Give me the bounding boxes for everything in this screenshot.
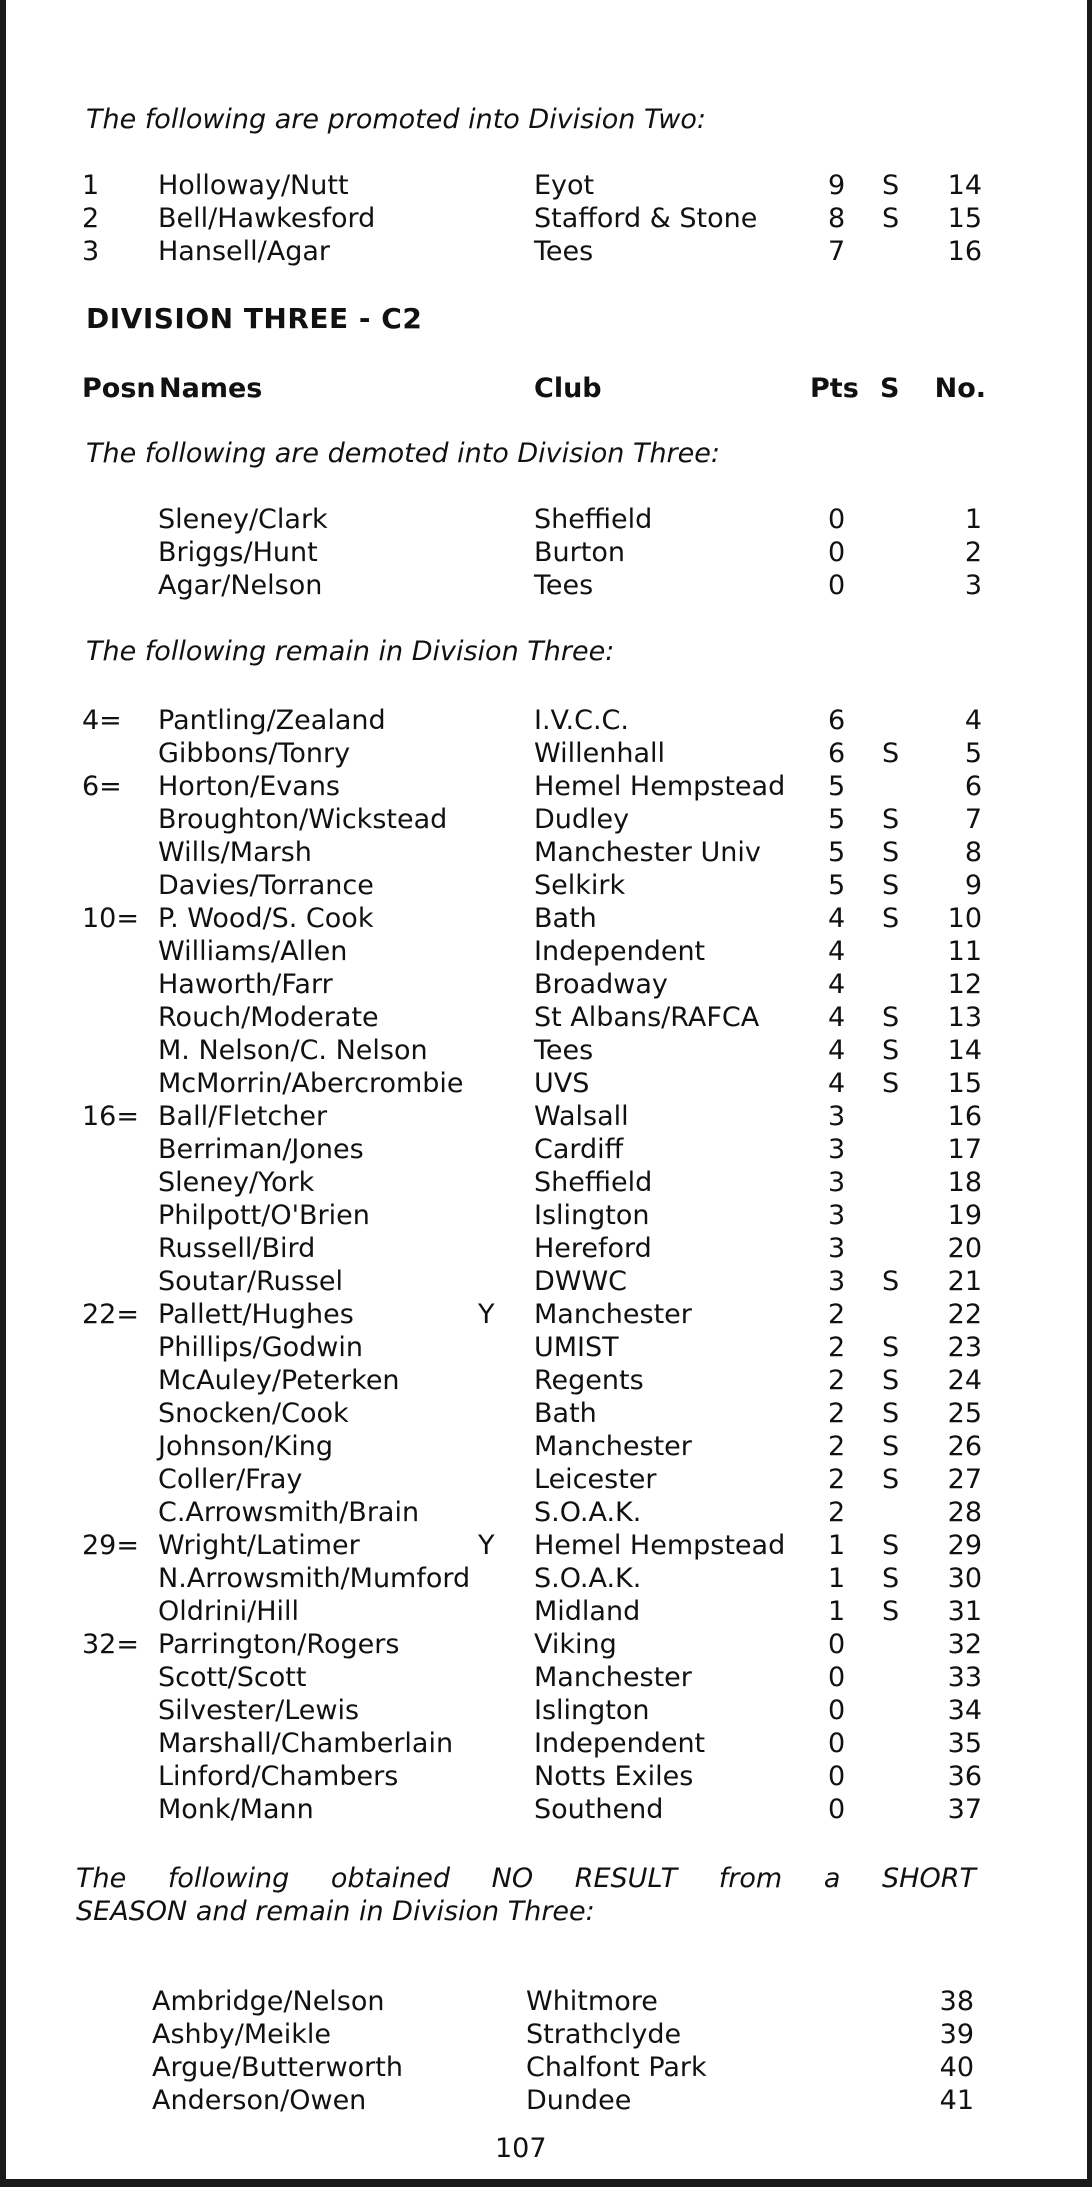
- no-cell: 19: [947, 1200, 982, 1231]
- pts-cell: 0: [828, 537, 846, 568]
- names-cell: Linford/Chambers: [158, 1761, 399, 1792]
- posn-cell: 2: [82, 203, 100, 234]
- names-cell: Sleney/York: [158, 1167, 315, 1198]
- names-cell: M. Nelson/C. Nelson: [158, 1035, 428, 1066]
- names-cell: Ball/Fletcher: [158, 1101, 328, 1132]
- table-row: [0, 1101, 1092, 1133]
- no-cell: 34: [947, 1695, 982, 1726]
- pts-cell: 1: [828, 1563, 846, 1594]
- header-posn: Posn: [82, 373, 156, 404]
- names-cell: Ambridge/Nelson: [152, 1986, 385, 2017]
- club-cell: Notts Exiles: [534, 1761, 694, 1792]
- names-cell: Agar/Nelson: [158, 570, 323, 601]
- promoted-heading: The following are promoted into Division Two:: [86, 104, 706, 135]
- club-cell: St Albans/RAFCA: [534, 1002, 760, 1033]
- no-cell: 25: [947, 1398, 982, 1429]
- club-cell: Strathclyde: [526, 2019, 682, 2050]
- header-pts: Pts: [810, 373, 859, 404]
- posn-cell: 16=: [82, 1101, 139, 1132]
- posn-cell: 10=: [82, 903, 139, 934]
- no-cell: 12: [947, 969, 982, 1000]
- no-cell: 1: [964, 504, 982, 535]
- no-cell: 11: [947, 936, 982, 967]
- table-row: [0, 504, 1092, 536]
- club-cell: Hemel Hempstead: [534, 1530, 786, 1561]
- s-mark-cell: S: [882, 1431, 900, 1462]
- table-row: [0, 537, 1092, 569]
- pts-cell: 2: [828, 1497, 846, 1528]
- names-cell: Rouch/Moderate: [158, 1002, 379, 1033]
- table-row: [0, 2085, 1092, 2117]
- names-cell: Coller/Fray: [158, 1464, 303, 1495]
- pts-cell: 4: [828, 903, 846, 934]
- pts-cell: 0: [828, 1695, 846, 1726]
- table-row: [0, 2052, 1092, 2084]
- note-word: obtained: [330, 1863, 451, 1894]
- s-mark-cell: S: [882, 738, 900, 769]
- names-cell: Wills/Marsh: [158, 837, 312, 868]
- names-cell: C.Arrowsmith/Brain: [158, 1497, 420, 1528]
- club-cell: Dundee: [526, 2085, 632, 2116]
- club-cell: Chalfont Park: [526, 2052, 707, 2083]
- club-cell: UVS: [534, 1068, 590, 1099]
- y-mark-cell: Y: [478, 1299, 495, 1330]
- short-season-note-line2: SEASON and remain in Division Three:: [76, 1896, 595, 1927]
- table-row: [0, 1662, 1092, 1694]
- club-cell: Cardiff: [534, 1134, 624, 1165]
- s-mark-cell: S: [882, 804, 900, 835]
- names-cell: Sleney/Clark: [158, 504, 328, 535]
- pts-cell: 8: [828, 203, 846, 234]
- names-cell: McAuley/Peterken: [158, 1365, 400, 1396]
- no-cell: 16: [947, 236, 982, 267]
- pts-cell: 1: [828, 1530, 846, 1561]
- no-cell: 5: [964, 738, 982, 769]
- no-cell: 17: [947, 1134, 982, 1165]
- club-cell: Tees: [534, 1035, 594, 1066]
- pts-cell: 0: [828, 570, 846, 601]
- s-mark-cell: S: [882, 1398, 900, 1429]
- club-cell: Bath: [534, 1398, 597, 1429]
- pts-cell: 5: [828, 870, 846, 901]
- s-mark-cell: S: [882, 1002, 900, 1033]
- club-cell: Walsall: [534, 1101, 629, 1132]
- posn-cell: 6=: [82, 771, 122, 802]
- club-cell: Tees: [534, 570, 594, 601]
- names-cell: Haworth/Farr: [158, 969, 333, 1000]
- names-cell: Horton/Evans: [158, 771, 340, 802]
- table-row: [0, 1299, 1092, 1331]
- table-row: [0, 1695, 1092, 1727]
- note-word: SHORT: [882, 1863, 976, 1894]
- pts-cell: 5: [828, 804, 846, 835]
- names-cell: Philpott/O'Brien: [158, 1200, 370, 1231]
- table-row: [0, 1398, 1092, 1430]
- pts-cell: 3: [828, 1101, 846, 1132]
- club-cell: DWWC: [534, 1266, 628, 1297]
- no-cell: 40: [939, 2052, 974, 2083]
- pts-cell: 0: [828, 1629, 846, 1660]
- names-cell: Marshall/Chamberlain: [158, 1728, 454, 1759]
- names-cell: Parrington/Rogers: [158, 1629, 400, 1660]
- table-row: [0, 1332, 1092, 1364]
- pts-cell: 0: [828, 1662, 846, 1693]
- no-cell: 35: [947, 1728, 982, 1759]
- table-row: [0, 870, 1092, 902]
- names-cell: Pantling/Zealand: [158, 705, 386, 736]
- names-cell: N.Arrowsmith/Mumford: [158, 1563, 471, 1594]
- pts-cell: 3: [828, 1167, 846, 1198]
- club-cell: Regents: [534, 1365, 644, 1396]
- demoted-heading: The following are demoted into Division Three:: [86, 438, 720, 469]
- names-cell: P. Wood/S. Cook: [158, 903, 374, 934]
- club-cell: Southend: [534, 1794, 664, 1825]
- club-cell: S.O.A.K.: [534, 1563, 642, 1594]
- pts-cell: 3: [828, 1134, 846, 1165]
- pts-cell: 2: [828, 1464, 846, 1495]
- names-cell: Silvester/Lewis: [158, 1695, 360, 1726]
- table-row: [0, 1596, 1092, 1628]
- names-cell: Gibbons/Tonry: [158, 738, 351, 769]
- short-season-note: [76, 1862, 976, 1928]
- names-cell: Anderson/Owen: [152, 2085, 367, 2116]
- club-cell: Stafford & Stone: [534, 203, 758, 234]
- no-cell: 26: [947, 1431, 982, 1462]
- note-word: The: [76, 1863, 127, 1894]
- club-cell: Midland: [534, 1596, 641, 1627]
- table-row: [0, 570, 1092, 602]
- posn-cell: 29=: [82, 1530, 139, 1561]
- club-cell: I.V.C.C.: [534, 705, 629, 736]
- pts-cell: 0: [828, 504, 846, 535]
- club-cell: Hereford: [534, 1233, 652, 1264]
- club-cell: Sheffield: [534, 1167, 653, 1198]
- note-word: RESULT: [574, 1863, 678, 1894]
- pts-cell: 2: [828, 1365, 846, 1396]
- table-row: [0, 1986, 1092, 2018]
- no-cell: 10: [947, 903, 982, 934]
- y-mark-cell: Y: [478, 1530, 495, 1561]
- club-cell: Burton: [534, 537, 625, 568]
- names-cell: Holloway/Nutt: [158, 170, 349, 201]
- no-cell: 2: [964, 537, 982, 568]
- no-cell: 22: [947, 1299, 982, 1330]
- club-cell: Manchester: [534, 1299, 692, 1330]
- no-cell: 30: [947, 1563, 982, 1594]
- names-cell: Phillips/Godwin: [158, 1332, 363, 1363]
- s-mark-cell: S: [882, 1464, 900, 1495]
- table-row: [0, 837, 1092, 869]
- pts-cell: 4: [828, 1002, 846, 1033]
- pts-cell: 0: [828, 1728, 846, 1759]
- club-cell: Independent: [534, 936, 706, 967]
- table-row: [0, 1068, 1092, 1100]
- note-word: a: [823, 1863, 841, 1894]
- posn-cell: 3: [82, 236, 100, 267]
- no-cell: 31: [947, 1596, 982, 1627]
- pts-cell: 7: [828, 236, 846, 267]
- s-mark-cell: S: [882, 1530, 900, 1561]
- table-row: [0, 1629, 1092, 1661]
- s-mark-cell: S: [882, 870, 900, 901]
- table-row: [0, 969, 1092, 1001]
- names-cell: Ashby/Meikle: [152, 2019, 332, 2050]
- page-number: 107: [495, 2133, 547, 2164]
- pts-cell: 6: [828, 738, 846, 769]
- s-mark-cell: S: [882, 1365, 900, 1396]
- pts-cell: 4: [828, 1068, 846, 1099]
- club-cell: Selkirk: [534, 870, 626, 901]
- division-title: DIVISION THREE - C2: [86, 302, 423, 335]
- table-row: [0, 170, 1092, 202]
- posn-cell: 4=: [82, 705, 122, 736]
- no-cell: 4: [964, 705, 982, 736]
- column-header-row: [0, 373, 1092, 405]
- pts-cell: 1: [828, 1596, 846, 1627]
- table-row: [0, 1728, 1092, 1760]
- pts-cell: 6: [828, 705, 846, 736]
- pts-cell: 3: [828, 1200, 846, 1231]
- note-word: NO: [491, 1863, 534, 1894]
- no-cell: 9: [964, 870, 982, 901]
- club-cell: Islington: [534, 1200, 650, 1231]
- club-cell: Islington: [534, 1695, 650, 1726]
- no-cell: 8: [964, 837, 982, 868]
- table-row: [0, 1167, 1092, 1199]
- no-cell: 3: [964, 570, 982, 601]
- no-cell: 24: [947, 1365, 982, 1396]
- table-row: [0, 1233, 1092, 1265]
- club-cell: UMIST: [534, 1332, 619, 1363]
- club-cell: Manchester: [534, 1662, 692, 1693]
- names-cell: Russell/Bird: [158, 1233, 316, 1264]
- club-cell: Broadway: [534, 969, 668, 1000]
- header-no: No.: [934, 373, 986, 404]
- pts-cell: 0: [828, 1761, 846, 1792]
- club-cell: Eyot: [534, 170, 595, 201]
- table-row: [0, 903, 1092, 935]
- pts-cell: 4: [828, 969, 846, 1000]
- table-row: [0, 1464, 1092, 1496]
- no-cell: 33: [947, 1662, 982, 1693]
- no-cell: 38: [939, 1986, 974, 2017]
- s-mark-cell: S: [882, 203, 900, 234]
- s-mark-cell: S: [882, 1332, 900, 1363]
- names-cell: Broughton/Wickstead: [158, 804, 448, 835]
- no-cell: 20: [947, 1233, 982, 1264]
- s-mark-cell: S: [882, 837, 900, 868]
- no-cell: 28: [947, 1497, 982, 1528]
- table-row: [0, 936, 1092, 968]
- names-cell: Berriman/Jones: [158, 1134, 364, 1165]
- no-cell: 14: [947, 1035, 982, 1066]
- club-cell: S.O.A.K.: [534, 1497, 642, 1528]
- club-cell: Manchester Univ: [534, 837, 761, 868]
- s-mark-cell: S: [882, 1563, 900, 1594]
- no-cell: 41: [939, 2085, 974, 2116]
- no-cell: 36: [947, 1761, 982, 1792]
- s-mark-cell: S: [882, 1068, 900, 1099]
- club-cell: Independent: [534, 1728, 706, 1759]
- no-cell: 6: [964, 771, 982, 802]
- names-cell: Williams/Allen: [158, 936, 348, 967]
- table-row: [0, 1266, 1092, 1298]
- pts-cell: 3: [828, 1233, 846, 1264]
- table-row: [0, 1431, 1092, 1463]
- s-mark-cell: S: [882, 1035, 900, 1066]
- table-row: [0, 1563, 1092, 1595]
- club-cell: Dudley: [534, 804, 630, 835]
- header-club: Club: [534, 373, 602, 404]
- header-s: S: [880, 373, 900, 404]
- table-row: [0, 1200, 1092, 1232]
- no-cell: 37: [947, 1794, 982, 1825]
- table-row: [0, 771, 1092, 803]
- s-mark-cell: S: [882, 170, 900, 201]
- table-row: [0, 1761, 1092, 1793]
- names-cell: Wright/Latimer: [158, 1530, 360, 1561]
- s-mark-cell: S: [882, 1596, 900, 1627]
- names-cell: Pallett/Hughes: [158, 1299, 354, 1330]
- table-row: [0, 203, 1092, 235]
- note-word: from: [718, 1863, 783, 1894]
- no-cell: 32: [947, 1629, 982, 1660]
- no-cell: 29: [947, 1530, 982, 1561]
- no-cell: 15: [947, 203, 982, 234]
- table-row: [0, 1794, 1092, 1826]
- club-cell: Manchester: [534, 1431, 692, 1462]
- club-cell: Hemel Hempstead: [534, 771, 786, 802]
- pts-cell: 4: [828, 1035, 846, 1066]
- s-mark-cell: S: [882, 903, 900, 934]
- table-row: [0, 236, 1092, 268]
- note-word: following: [167, 1863, 290, 1894]
- club-cell: Willenhall: [534, 738, 665, 769]
- pts-cell: 2: [828, 1332, 846, 1363]
- pts-cell: 5: [828, 771, 846, 802]
- names-cell: Bell/Hawkesford: [158, 203, 376, 234]
- table-row: [0, 1035, 1092, 1067]
- names-cell: Oldrini/Hill: [158, 1596, 300, 1627]
- pts-cell: 4: [828, 936, 846, 967]
- remain-heading: The following remain in Division Three:: [86, 636, 615, 667]
- no-cell: 15: [947, 1068, 982, 1099]
- no-cell: 23: [947, 1332, 982, 1363]
- club-cell: Leicester: [534, 1464, 657, 1495]
- posn-cell: 1: [82, 170, 100, 201]
- table-row: [0, 1497, 1092, 1529]
- no-cell: 14: [947, 170, 982, 201]
- table-row: [0, 1365, 1092, 1397]
- names-cell: Briggs/Hunt: [158, 537, 318, 568]
- pts-cell: 2: [828, 1398, 846, 1429]
- table-row: [0, 1134, 1092, 1166]
- short-season-note-line1: [76, 1862, 976, 1895]
- posn-cell: 32=: [82, 1629, 139, 1660]
- pts-cell: 9: [828, 170, 846, 201]
- no-cell: 18: [947, 1167, 982, 1198]
- posn-cell: 22=: [82, 1299, 139, 1330]
- pts-cell: 2: [828, 1299, 846, 1330]
- club-cell: Bath: [534, 903, 597, 934]
- s-mark-cell: S: [882, 1266, 900, 1297]
- table-row: [0, 1002, 1092, 1034]
- pts-cell: 3: [828, 1266, 846, 1297]
- scan-border-bottom: [0, 2179, 1092, 2187]
- header-names: Names: [159, 373, 263, 404]
- pts-cell: 5: [828, 837, 846, 868]
- no-cell: 39: [939, 2019, 974, 2050]
- table-row: [0, 705, 1092, 737]
- no-cell: 27: [947, 1464, 982, 1495]
- no-cell: 7: [964, 804, 982, 835]
- pts-cell: 0: [828, 1794, 846, 1825]
- names-cell: Scott/Scott: [158, 1662, 307, 1693]
- no-cell: 13: [947, 1002, 982, 1033]
- club-cell: Whitmore: [526, 1986, 658, 2017]
- table-row: [0, 804, 1092, 836]
- names-cell: Davies/Torrance: [158, 870, 374, 901]
- names-cell: McMorrin/Abercrombie: [158, 1068, 464, 1099]
- table-row: [0, 2019, 1092, 2051]
- names-cell: Soutar/Russel: [158, 1266, 344, 1297]
- names-cell: Monk/Mann: [158, 1794, 314, 1825]
- club-cell: Tees: [534, 236, 594, 267]
- no-cell: 21: [947, 1266, 982, 1297]
- names-cell: Johnson/King: [158, 1431, 333, 1462]
- club-cell: Sheffield: [534, 504, 653, 535]
- table-row: [0, 738, 1092, 770]
- table-row: [0, 1530, 1092, 1562]
- names-cell: Argue/Butterworth: [152, 2052, 403, 2083]
- pts-cell: 2: [828, 1431, 846, 1462]
- names-cell: Snocken/Cook: [158, 1398, 349, 1429]
- names-cell: Hansell/Agar: [158, 236, 330, 267]
- no-cell: 16: [947, 1101, 982, 1132]
- club-cell: Viking: [534, 1629, 617, 1660]
